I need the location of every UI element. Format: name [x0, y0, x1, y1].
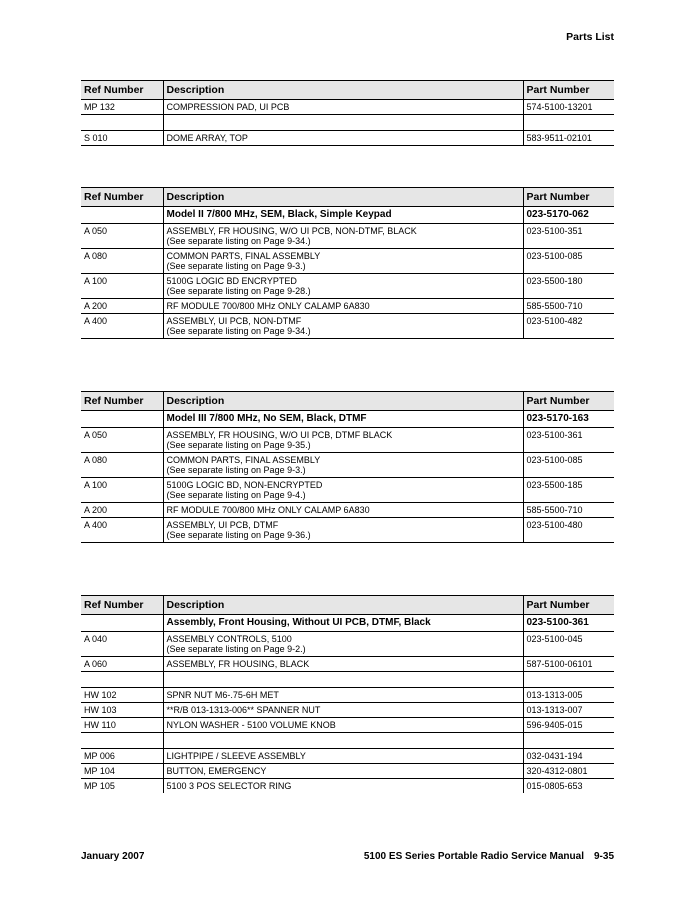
desc-main: ASSEMBLY CONTROLS, 5100 — [166, 634, 292, 644]
table-row — [81, 688, 614, 703]
part-cell: 596-9405-015 — [523, 718, 614, 733]
desc-main: ASSEMBLY, FR HOUSING, W/O UI PCB, DTMF BLACK — [166, 430, 393, 440]
part-cell — [523, 733, 614, 749]
col-header-part: Part Number — [523, 188, 614, 207]
model-row — [81, 411, 614, 428]
desc-sub: (See separate listing on Page 9-2.) — [166, 644, 306, 654]
table-header-row — [81, 596, 614, 615]
table-header-row — [81, 188, 614, 207]
table-row — [81, 224, 614, 249]
model-row — [81, 207, 614, 224]
desc-main: ASSEMBLY, FR HOUSING, W/O UI PCB, NON-DTMF, BLACK — [166, 226, 417, 236]
desc-cell — [163, 115, 523, 131]
ref-cell: A 050 — [81, 224, 163, 249]
ref-cell: HW 102 — [81, 688, 163, 703]
ref-cell: A 050 — [81, 428, 163, 453]
ref-cell — [81, 115, 163, 131]
ref-cell — [81, 207, 163, 224]
desc-cell: 5100 3 POS SELECTOR RING — [163, 779, 523, 794]
desc-cell — [163, 249, 523, 274]
table-row — [81, 274, 614, 299]
part-cell: 587-5100-06101 — [523, 657, 614, 672]
ref-cell: A 080 — [81, 249, 163, 274]
desc-cell: NYLON WASHER - 5100 VOLUME KNOB — [163, 718, 523, 733]
ref-cell: MP 104 — [81, 764, 163, 779]
desc-cell: BUTTON, EMERGENCY — [163, 764, 523, 779]
table-row — [81, 749, 614, 764]
desc-main: COMMON PARTS, FINAL ASSEMBLY — [166, 251, 321, 261]
table-row — [81, 779, 614, 794]
model-part: 023-5100-361 — [523, 615, 614, 632]
ref-cell: HW 103 — [81, 703, 163, 718]
desc-sub: (See separate listing on Page 9-34.) — [166, 236, 311, 246]
ref-cell — [81, 615, 163, 632]
desc-cell — [163, 314, 523, 339]
part-cell: 320-4312-0801 — [523, 764, 614, 779]
col-header-ref: Ref Number — [81, 596, 163, 615]
desc-cell — [163, 632, 523, 657]
table-header-row — [81, 81, 614, 100]
desc-sub: (See separate listing on Page 9-3.) — [166, 261, 306, 271]
ref-cell: MP 105 — [84, 781, 115, 791]
ref-cell: S 010 — [81, 131, 163, 146]
part-cell — [523, 672, 614, 688]
col-header-desc: Description — [163, 392, 523, 411]
part-cell: 023-5100-085 — [523, 249, 614, 274]
table-row — [81, 703, 614, 718]
desc-cell: ASSEMBLY, FR HOUSING, BLACK — [163, 657, 523, 672]
desc-main: COMMON PARTS, FINAL ASSEMBLY — [166, 455, 321, 465]
model-part: 023-5170-163 — [523, 411, 614, 428]
part-cell — [523, 115, 614, 131]
model-desc: Assembly, Front Housing, Without UI PCB, DTMF, Black — [163, 615, 523, 632]
ref-cell — [81, 672, 163, 688]
desc-cell — [163, 224, 523, 249]
part-cell: 023-5100-351 — [523, 224, 614, 249]
desc-cell: SPNR NUT M6-.75-6H MET — [163, 688, 523, 703]
desc-main: ASSEMBLY, UI PCB, NON-DTMF — [166, 316, 302, 326]
ref-cell — [81, 411, 163, 428]
part-cell: 585-5500-710 — [523, 299, 614, 314]
part-cell: 023-5500-185 — [523, 478, 614, 503]
desc-main: 5100G LOGIC BD, NON-ENCRYPTED — [166, 480, 323, 490]
ref-cell — [81, 733, 163, 749]
ref-cell: A 080 — [81, 453, 163, 478]
footer-manual — [364, 851, 614, 862]
desc-sub: (See separate listing on Page 9-28.) — [166, 286, 311, 296]
parts-table-4 — [81, 595, 614, 793]
desc-cell: RF MODULE 700/800 MHz ONLY CALAMP 6A830 — [163, 503, 523, 518]
table-row — [81, 314, 614, 339]
table-header-row — [81, 392, 614, 411]
ref-cell: A 200 — [81, 503, 163, 518]
part-cell: 013-1313-007 — [523, 703, 614, 718]
part-cell: 023-5100-085 — [523, 453, 614, 478]
col-header-part: Part Number — [523, 81, 614, 100]
part-cell: 023-5100-482 — [523, 314, 614, 339]
col-header-part: Part Number — [523, 392, 614, 411]
desc-sub: (See separate listing on Page 9-4.) — [166, 490, 306, 500]
ref-cell: A 400 — [81, 314, 163, 339]
desc-cell: DOME ARRAY, TOP — [163, 131, 523, 146]
table-row — [81, 503, 614, 518]
table-row — [81, 453, 614, 478]
table-row-blank — [81, 733, 614, 749]
col-header-ref: Ref Number — [81, 392, 163, 411]
ref-cell: MP 006 — [81, 749, 163, 764]
section-title: Parts List — [566, 31, 614, 43]
part-cell: 023-5100-361 — [523, 428, 614, 453]
col-header-desc: Description — [163, 596, 523, 615]
desc-cell — [163, 428, 523, 453]
desc-sub: (See separate listing on Page 9-34.) — [166, 326, 311, 336]
table-row — [81, 428, 614, 453]
ref-cell: HW 110 — [81, 718, 163, 733]
part-cell: 013-1313-005 — [523, 688, 614, 703]
table-row — [81, 657, 614, 672]
table-row-blank — [81, 115, 614, 131]
desc-sub: (See separate listing on Page 9-36.) — [166, 530, 311, 540]
part-cell: 574-5100-13201 — [523, 100, 614, 115]
parts-table-2 — [81, 187, 614, 339]
table-row — [81, 100, 614, 115]
table-row — [81, 299, 614, 314]
table-row — [81, 249, 614, 274]
table-row — [81, 478, 614, 503]
part-cell: 583-9511-02101 — [523, 131, 614, 146]
ref-cell: A 060 — [81, 657, 163, 672]
parts-table-1 — [81, 80, 614, 146]
table-row — [81, 632, 614, 657]
desc-main: ASSEMBLY, UI PCB, DTMF — [166, 520, 279, 530]
desc-cell — [163, 672, 523, 688]
table-row — [81, 718, 614, 733]
desc-cell — [163, 453, 523, 478]
footer-manual-title: 5100 ES Series Portable Radio Service Manual — [363, 851, 584, 862]
desc-cell: COMPRESSION PAD, UI PCB — [163, 100, 523, 115]
desc-sub: (See separate listing on Page 9-35.) — [166, 440, 311, 450]
table-row — [81, 764, 614, 779]
part-cell: 032-0431-194 — [523, 749, 614, 764]
desc-cell: **R/B 013-1313-006** SPANNER NUT — [163, 703, 523, 718]
page-number: 9-35 — [593, 851, 614, 862]
part-cell: 023-5100-045 — [523, 632, 614, 657]
part-cell: 023-5500-180 — [523, 274, 614, 299]
ref-cell: A 400 — [81, 518, 163, 543]
desc-cell — [163, 274, 523, 299]
model-desc: Model III 7/800 MHz, No SEM, Black, DTMF — [163, 411, 523, 428]
desc-cell — [163, 733, 523, 749]
table-row — [81, 518, 614, 543]
model-desc: Model II 7/800 MHz, SEM, Black, Simple Keypad — [163, 207, 523, 224]
desc-cell: LIGHTPIPE / SLEEVE ASSEMBLY — [163, 749, 523, 764]
table-row-blank — [81, 672, 614, 688]
col-header-part: Part Number — [523, 596, 614, 615]
ref-cell: A 100 — [81, 274, 163, 299]
col-header-desc: Description — [163, 81, 523, 100]
model-part: 023-5170-062 — [523, 207, 614, 224]
desc-sub: (See separate listing on Page 9-3.) — [166, 465, 306, 475]
ref-cell: A 200 — [81, 299, 163, 314]
footer-date: January 2007 — [81, 851, 145, 862]
model-row — [81, 615, 614, 632]
table-row — [81, 131, 614, 146]
part-cell: 585-5500-710 — [523, 503, 614, 518]
ref-cell: A 100 — [81, 478, 163, 503]
desc-main: 5100G LOGIC BD ENCRYPTED — [166, 276, 297, 286]
desc-cell — [163, 518, 523, 543]
desc-cell — [163, 478, 523, 503]
col-header-ref: Ref Number — [81, 188, 163, 207]
col-header-desc: Description — [163, 188, 523, 207]
ref-cell: MP 132 — [81, 100, 163, 115]
part-cell: 015-0805-653 — [523, 779, 614, 794]
parts-table-3 — [81, 391, 614, 543]
desc-cell: RF MODULE 700/800 MHz ONLY CALAMP 6A830 — [163, 299, 523, 314]
ref-cell: A 040 — [81, 632, 163, 657]
col-header-ref: Ref Number — [81, 81, 163, 100]
part-cell: 023-5100-480 — [523, 518, 614, 543]
